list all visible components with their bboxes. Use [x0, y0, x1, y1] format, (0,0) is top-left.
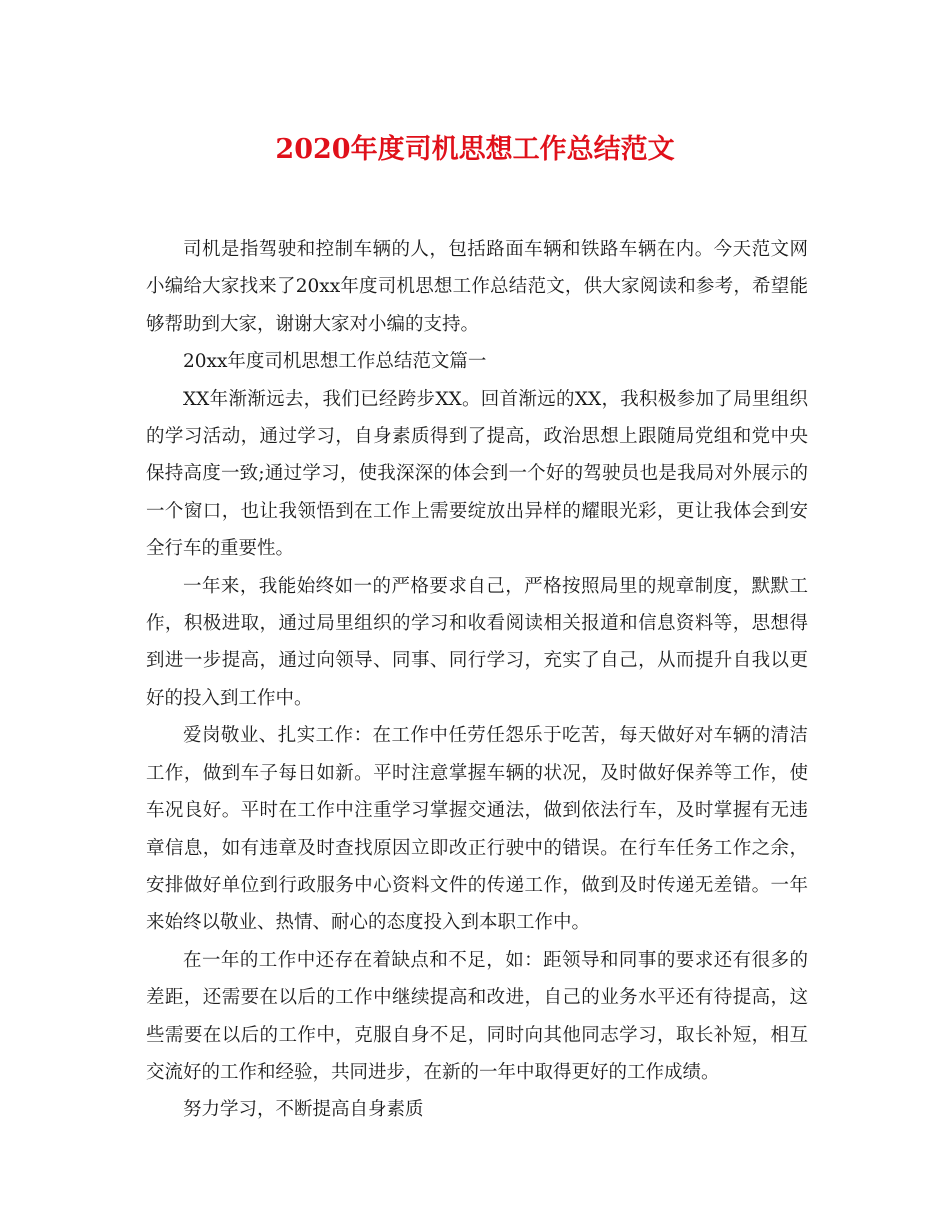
section-heading: 20xx年度司机思想工作总结范文篇一 — [183, 351, 487, 373]
paragraph: 爱岗敬业、扎实工作：在工作中任劳任怨乐于吃苦，每天做好对车辆的清洁工作，做到车子每日如新。平时注意掌握车辆的状况，及时做好保养等工作，使车况良好。平时在工作中注重学习掌握交通法，做到依法行车，及时掌握有无违章信息，如有违章及时查找原因立即改正行驶中的错误。在行车任务工作之余，安排做好单位到行政服务中心资料文件的传递工作，做到及时传递无差错。一年来始终以敬业、热情、耐心的态度投入到本职工作中。 — [146, 725, 808, 934]
paragraph: XX年渐渐远去，我们已经跨步XX。回首渐远的XX，我积极参加了局里组织的学习活动，通过学习，自身素质得到了提高，政治思想上跟随局党组和党中央保持高度一致;通过学习，使我深深的体会到一个好的驾驶员也是我局对外展示的一个窗口，也让我领悟到在工作上需要绽放出异样的耀眼光彩，更让我体会到安全行车的重要性。 — [146, 388, 808, 560]
paragraph: 在一年的工作中还存在着缺点和不足，如：距领导和同事的要求还有很多的差距，还需要在以后的工作中继续提高和改进，自己的业务水平还有待提高，这些需要在以后的工作中，克服自身不足，同时向其他同志学习，取长补短，相互交流好的工作和经验，共同进步，在新的一年中取得更好的工作成绩。 — [146, 949, 808, 1083]
subheading: 努力学习，不断提高自身素质 — [183, 1099, 424, 1121]
paragraph-intro: 司机是指驾驶和控制车辆的人，包括路面车辆和铁路车辆在内。今天范文网小编给大家找来了20xx年度司机思想工作总结范文，供大家阅读和参考，希望能够帮助到大家，谢谢大家对小编的支持。 — [146, 239, 808, 335]
document-title: 2020年度司机思想工作总结范文 — [275, 134, 675, 165]
paragraph: 一年来，我能始终如一的严格要求自己，严格按照局里的规章制度，默默工作，积极进取，通过局里组织的学习和收看阅读相关报道和信息资料等，思想得到进一步提高，通过向领导、同事、同行学习，充实了自己，从而提升自我以更好的投入到工作中。 — [146, 575, 808, 709]
document-body — [146, 231, 808, 1129]
